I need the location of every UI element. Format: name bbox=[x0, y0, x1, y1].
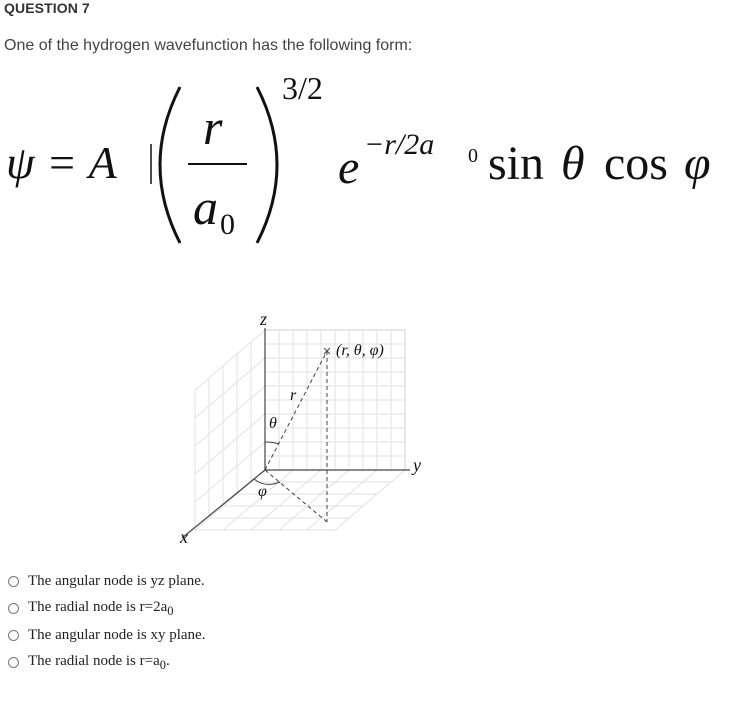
sin-word: sin bbox=[488, 137, 545, 190]
option-3[interactable] bbox=[8, 622, 205, 649]
option-1-label: The angular node is yz plane. bbox=[28, 573, 205, 589]
back-grid bbox=[195, 330, 405, 530]
option-4-radio[interactable] bbox=[8, 657, 19, 668]
wavefunction-equation bbox=[0, 60, 736, 260]
x-axis-label: x bbox=[180, 527, 188, 547]
outer-exponent: 3/2 bbox=[282, 70, 323, 106]
option-4-label bbox=[28, 653, 170, 673]
r-label: r bbox=[290, 387, 297, 404]
option-4[interactable] bbox=[8, 649, 205, 676]
projection-line bbox=[265, 470, 327, 522]
option-2-radio[interactable] bbox=[8, 603, 19, 614]
option-4-subscript: 0 bbox=[159, 657, 166, 672]
exp-power: −r/2a bbox=[364, 128, 435, 161]
z-axis-label: z bbox=[260, 309, 268, 329]
right-paren bbox=[257, 87, 277, 243]
equation-lhs: ψ = A bbox=[6, 137, 117, 188]
cos-word: cos bbox=[604, 137, 668, 190]
option-2-text: The radial node is r=2a bbox=[28, 598, 168, 615]
exp-power-subscript: 0 bbox=[468, 145, 478, 167]
option-4-text: The radial node is r=a bbox=[28, 652, 160, 669]
point-label: (r, θ, φ) bbox=[336, 342, 384, 359]
option-3-radio[interactable] bbox=[8, 630, 19, 641]
answer-options bbox=[8, 568, 205, 676]
left-paren bbox=[160, 87, 180, 243]
option-2[interactable] bbox=[8, 595, 205, 622]
phi-label: φ bbox=[258, 483, 267, 500]
r-vector bbox=[265, 351, 327, 470]
option-3-label: The angular node is xy plane. bbox=[28, 627, 206, 643]
theta-symbol: θ bbox=[561, 137, 585, 190]
y-axis-label: y bbox=[413, 455, 421, 475]
question-intro: One of the hydrogen wavefunction has the following form: bbox=[4, 37, 413, 54]
option-4-suffix: . bbox=[166, 652, 170, 669]
fraction-numerator: r bbox=[203, 99, 223, 155]
phi-symbol: φ bbox=[684, 137, 711, 190]
option-1-radio[interactable] bbox=[8, 576, 19, 587]
option-1[interactable] bbox=[8, 568, 205, 595]
spherical-coordinates-figure bbox=[170, 310, 430, 555]
coordinate-diagram bbox=[170, 310, 430, 550]
option-2-label bbox=[28, 599, 174, 619]
option-2-subscript: 0 bbox=[167, 603, 174, 618]
exp-base: e bbox=[338, 141, 360, 194]
fraction-denominator-subscript: 0 bbox=[220, 208, 235, 241]
question-header: QUESTION 7 bbox=[4, 0, 90, 16]
fraction-denominator: a bbox=[193, 179, 218, 235]
theta-label: θ bbox=[269, 415, 277, 432]
